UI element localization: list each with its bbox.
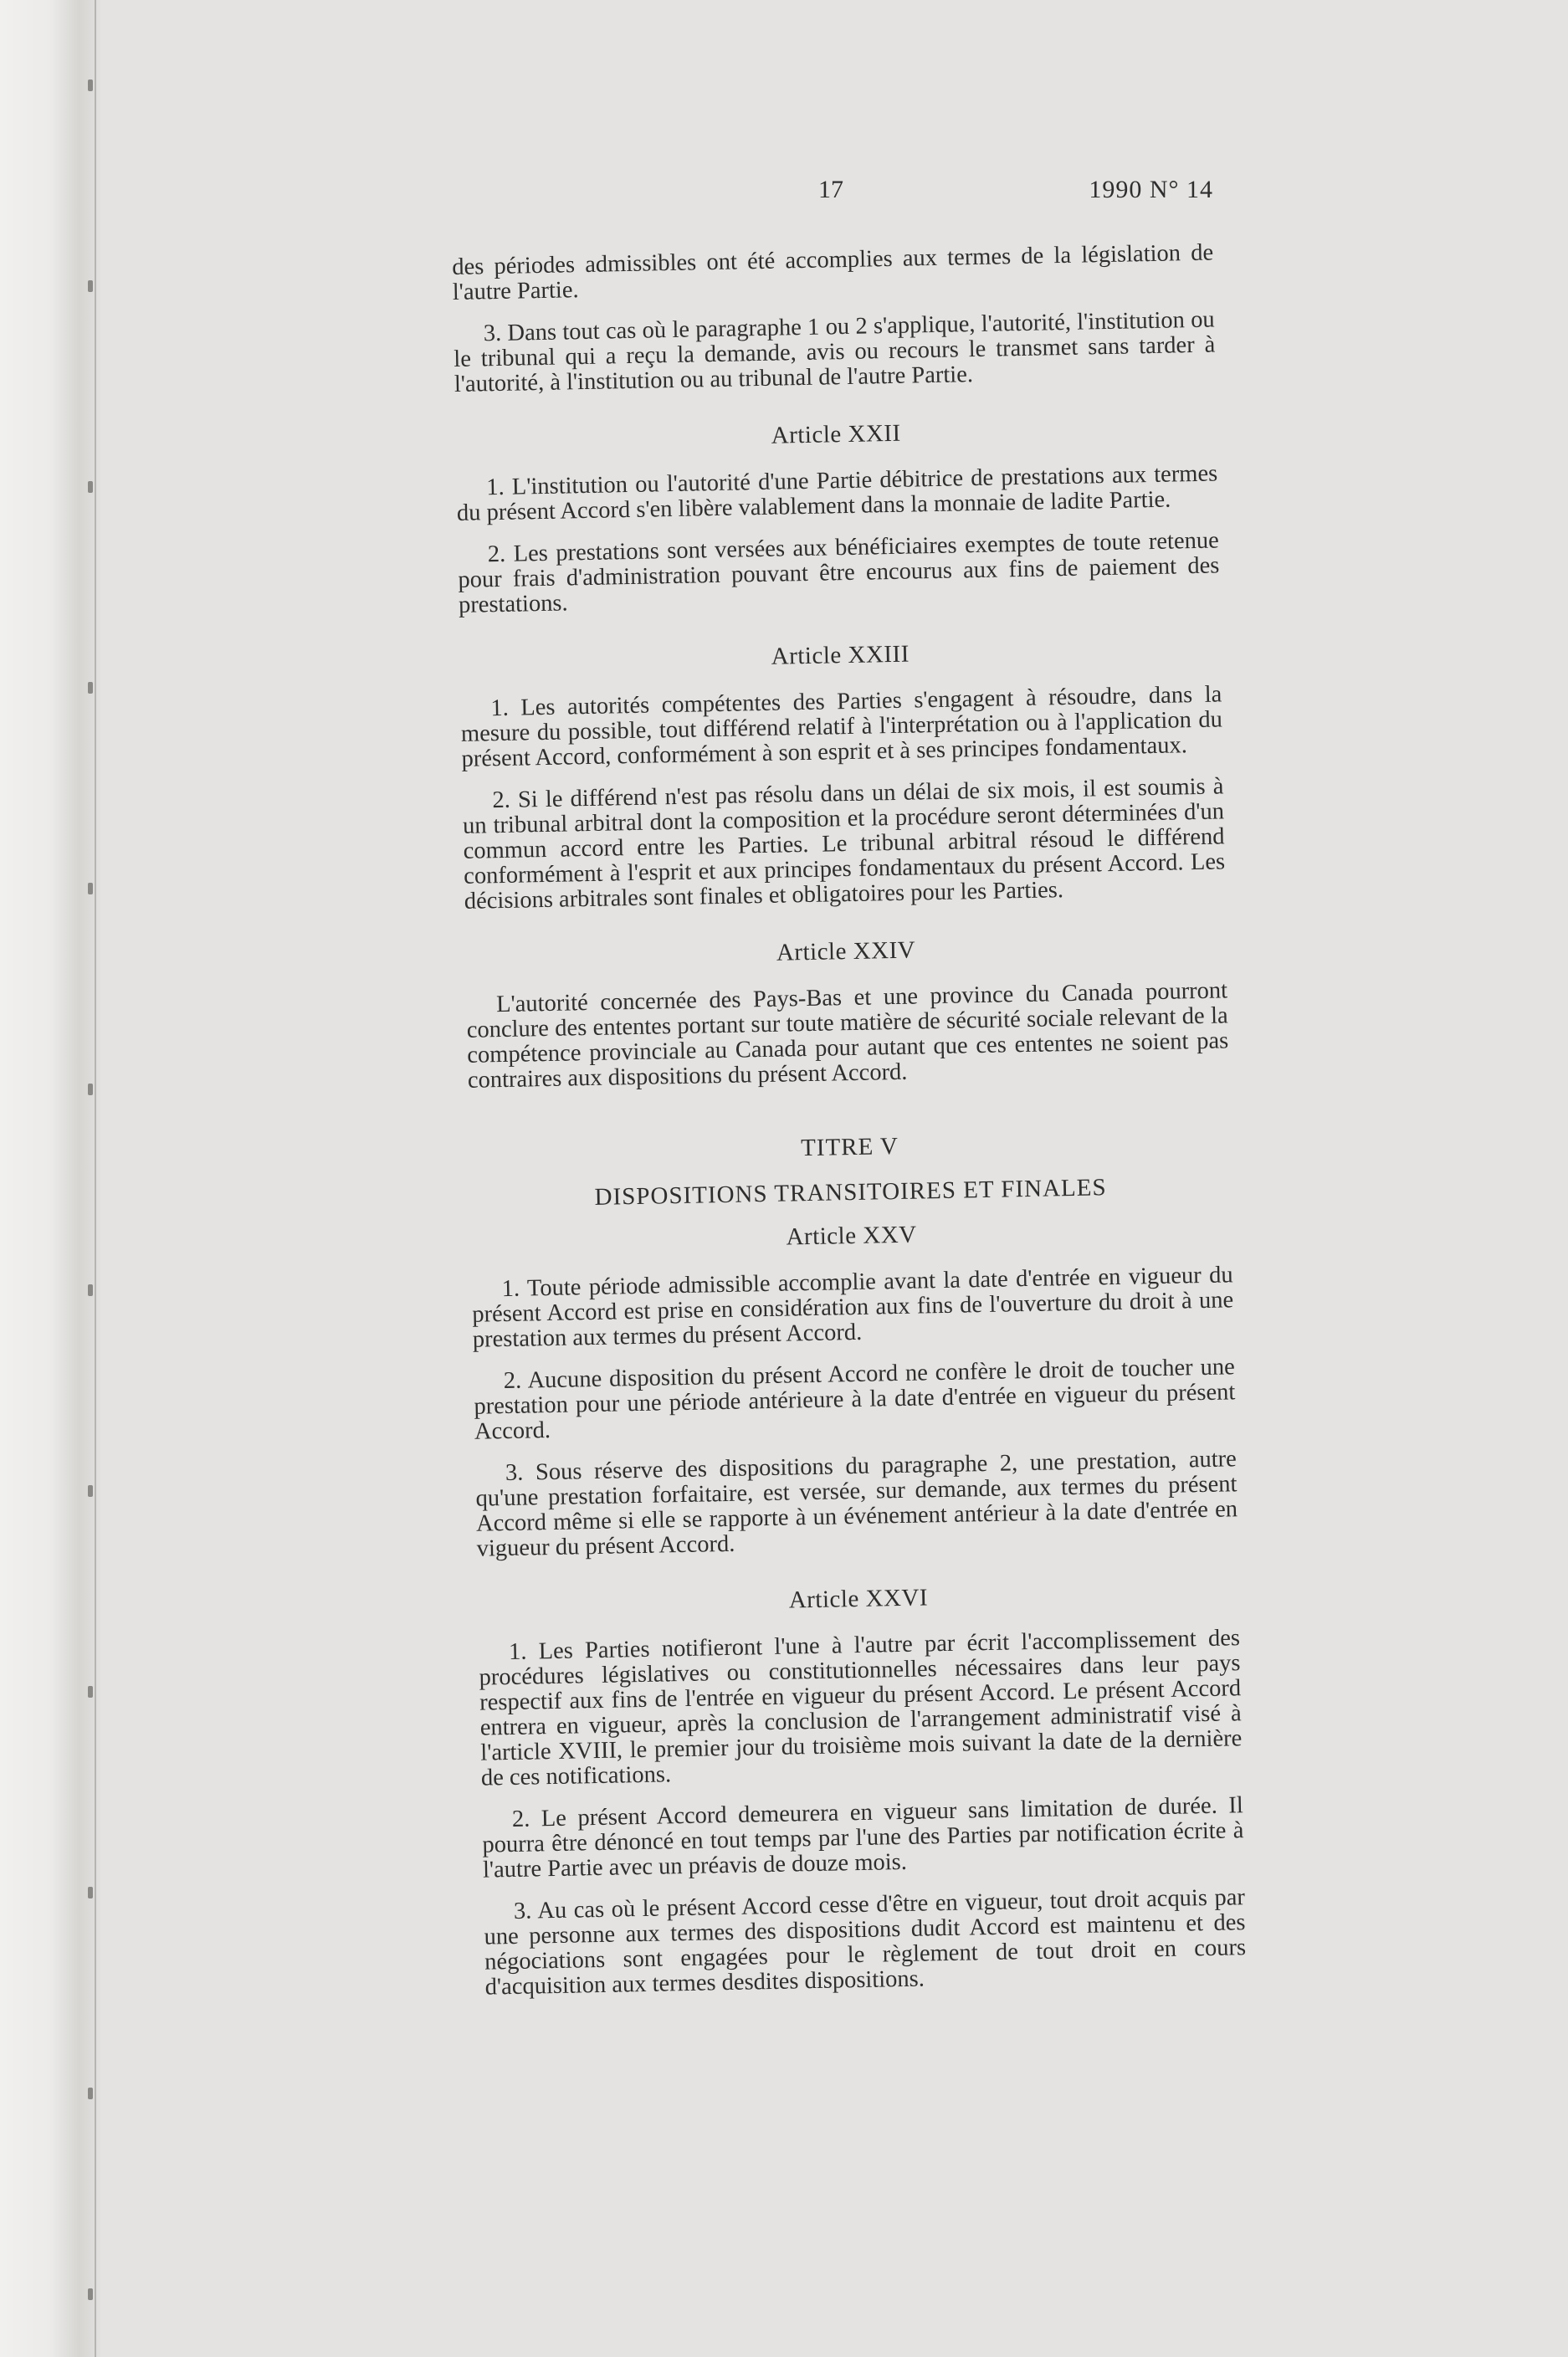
- binding-stitch: [88, 1485, 93, 1497]
- paragraph: L'autorité concernée des Pays-Bas et une province du Canada pourront conclure des ententes portant sur toute matière de sécurité sociale relevant de la compétence provinciale au Canada pour autant que ces ententes ne soient pas contraires aux dispositions du présent Accord.: [466, 977, 1229, 1094]
- book-binding: [0, 0, 100, 2357]
- paragraph: 1. Les Parties notifieront l'une à l'autre par écrit l'accomplissement des procédures législatives ou constitutionnelles nécessaires dans leur pays respectif aux fins de l'entrée en vigueur du présent Accord. Le présent Accord entrera en vigueur, après la conclusion de l'arrangement administratif visé à l'article XVIII, le premier jour du troisième mois suivant la date de la dernière de ces notifications.: [479, 1625, 1243, 1791]
- paragraph: 2. Aucune disposition du présent Accord ne confère le droit de toucher une prestation pour une période antérieure à la date d'entrée en vigueur du présent Accord.: [474, 1354, 1236, 1445]
- binding-stitch: [88, 1887, 93, 1898]
- page-reference: 1990 N° 14: [1089, 176, 1213, 203]
- binding-stitch: [88, 280, 93, 292]
- paragraph: 1. L'institution ou l'autorité d'une Partie débitrice de prestations aux termes du présent Accord s'en libère valablement dans la monnaie de ladite Partie.: [456, 460, 1218, 526]
- paragraph: des périodes admissibles ont été accomplies aux termes de la législation de l'autre Partie.: [451, 239, 1214, 305]
- article-heading: Article XXVI: [788, 1584, 929, 1614]
- binding-stitch: [88, 2288, 93, 2300]
- binding-stitch: [88, 1686, 93, 1698]
- title-heading: TITRE V: [800, 1132, 899, 1162]
- paragraph: 3. Sous réserve des dispositions du paragraphe 2, une prestation, autre qu'une prestation forfaitaire, est versée, sur demande, aux termes du présent Accord même si elle se rapporte à un événement antérieur à la date d'entrée en vigueur du présent Accord.: [475, 1446, 1238, 1562]
- paragraph: 2. Les prestations sont versées aux bénéficiaires exemptes de toute retenue pour frais d'administration pouvant être encourus aux fins de paiement des prestations.: [458, 527, 1220, 618]
- page-header: [452, 176, 1213, 209]
- paragraph: 2. Le présent Accord demeurera en vigueur sans limitation de durée. Il pourra être dénoncé en tout temps par l'une des Parties par notification écrite à l'autre Partie avec un préavis de douze mois.: [482, 1792, 1244, 1883]
- title-subheading: DISPOSITIONS TRANSITOIRES ET FINALES: [594, 1174, 1107, 1211]
- paragraph: 3. Dans tout cas où le paragraphe 1 ou 2 s'applique, l'autorité, l'institution ou le tribunal qui a reçu la demande, avis ou recours le transmet sans tarder à l'autorité, à l'institution ou au tribunal de l'autre Partie.: [453, 306, 1216, 397]
- page-number: 17: [818, 176, 843, 203]
- binding-stitch: [88, 1284, 93, 1296]
- binding-stitch: [88, 883, 93, 894]
- article-heading: Article XXIII: [771, 640, 910, 670]
- binding-stitch: [88, 1084, 93, 1095]
- binding-stitch: [88, 481, 93, 493]
- document-body: [452, 241, 1247, 2017]
- article-heading: Article XXV: [786, 1221, 917, 1251]
- article-heading: Article XXIV: [776, 936, 916, 966]
- paragraph: 2. Si le différend n'est pas résolu dans un délai de six mois, il est soumis à un tribunal arbitral dont la composition et la procédure seront déterminées d'un commun accord entre les Parties. Le tribunal arbitral résoud le différend conformément à l'esprit et aux principes fondamentaux du présent Accord. Les décisions arbitrales sont finales et obligatoires pour les Parties.: [462, 773, 1226, 915]
- paragraph: 1. Toute période admissible accomplie avant la date d'entrée en vigueur du présent Accord est prise en considération aux fins de l'ouverture du droit à une prestation aux termes du présent Accord.: [472, 1262, 1234, 1353]
- binding-stitch: [88, 2088, 93, 2099]
- paragraph: 3. Au cas où le présent Accord cesse d'être en vigueur, tout droit acquis par une personne aux termes des dispositions dudit Accord est maintenu et des négociations sont engagées pour le règlement de tout droit en cours d'acquisition aux termes desdites dispositions.: [484, 1884, 1247, 2001]
- binding-stitch: [88, 682, 93, 694]
- article-heading: Article XXII: [771, 419, 901, 449]
- binding-stitch: [88, 79, 93, 91]
- paragraph: 1. Les autorités compétentes des Parties s'engagent à résoudre, dans la mesure du possible, tout différend relatif à l'interprétation ou à l'application du présent Accord, conformément à son esprit et à ses principes fondamentaux.: [460, 681, 1223, 772]
- binding-fold: [95, 0, 96, 2357]
